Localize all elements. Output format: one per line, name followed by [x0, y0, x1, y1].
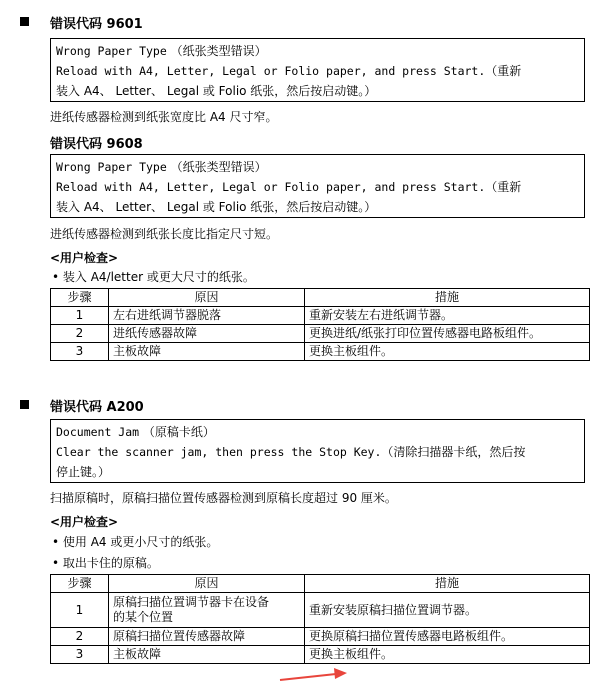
cell-action: 更换主板组件。: [305, 646, 590, 664]
error-code-heading-9608: 错误代码 9608: [50, 137, 143, 152]
cell-action: 更换原稿扫描位置传感器电路板组件。: [305, 628, 590, 646]
cell-step: 1: [51, 593, 109, 628]
header-cause: 原因: [109, 289, 305, 307]
cell-cause: 原稿扫描位置传感器故障: [109, 628, 305, 646]
message-line-1: Wrong Paper Type （纸张类型错误）: [56, 160, 267, 174]
message-line-3: 装入 A4、 Letter、 Legal 或 Folio 纸张，然后按启动键。）: [56, 200, 377, 214]
section-bullet: [20, 17, 29, 26]
message-line-3: 装入 A4、 Letter、 Legal 或 Folio 纸张，然后按启动键。）: [56, 84, 377, 98]
error-code-heading-A200: 错误代码 A200: [50, 400, 144, 415]
message-line-2: Reload with A4, Letter, Legal or Folio paper, and press Start.（重新: [56, 180, 522, 194]
cell-action: 更换进纸/纸张打印位置传感器电路板组件。: [305, 325, 590, 343]
red-arrow-icon: [278, 664, 348, 684]
message-line-1: Wrong Paper Type （纸张类型错误）: [56, 44, 267, 58]
message-box-9608: [50, 154, 585, 218]
header-step: 步骤: [51, 575, 109, 593]
cell-step: 2: [51, 628, 109, 646]
user-check-heading: <用户检查>: [50, 251, 119, 265]
table-row: [51, 628, 590, 646]
cause-table-9608: [50, 288, 590, 361]
user-check-heading: <用户检查>: [50, 515, 119, 529]
message-line-2: Reload with A4, Letter, Legal or Folio paper, and press Start.（重新: [56, 64, 522, 78]
section-bullet: [20, 400, 29, 409]
description-9608: 进纸传感器检测到纸张长度比指定尺寸短。: [50, 227, 279, 241]
header-step: 步骤: [51, 289, 109, 307]
table-row: [51, 343, 590, 361]
table-row: [51, 307, 590, 325]
cell-action: 重新安装左右进纸调节器。: [305, 307, 590, 325]
table-row: [51, 593, 590, 628]
message-line-3: 停止键。）: [56, 465, 111, 479]
cell-action: 重新安装原稿扫描位置调节器。: [305, 593, 590, 628]
cell-step: 3: [51, 646, 109, 664]
cell-cause: 主板故障: [109, 343, 305, 361]
description-9601: 进纸传感器检测到纸张宽度比 A4 尺寸窄。: [50, 110, 278, 124]
table-header-row: [51, 289, 590, 307]
table-header-row: [51, 575, 590, 593]
header-action: 措施: [305, 289, 590, 307]
header-action: 措施: [305, 575, 590, 593]
cell-cause: 主板故障: [109, 646, 305, 664]
cell-step: 2: [51, 325, 109, 343]
header-cause: 原因: [109, 575, 305, 593]
cell-step: 1: [51, 307, 109, 325]
cell-action: 更换主板组件。: [305, 343, 590, 361]
error-code-heading-9601: 错误代码 9601: [50, 17, 143, 32]
check-item: • 使用 A4 或更小尺寸的纸张。: [52, 535, 219, 549]
cell-step: 3: [51, 343, 109, 361]
message-box-9601: [50, 38, 585, 102]
cause-line-2: 的某个位置: [113, 610, 174, 624]
table-row: [51, 325, 590, 343]
check-item: • 取出卡住的原稿。: [52, 556, 159, 570]
message-line-2: Clear the scanner jam, then press the Stop Key.（清除扫描器卡纸，然后按: [56, 445, 526, 459]
table-row: [51, 646, 590, 664]
cause-line-1: 原稿扫描位置调节器卡在设备: [113, 595, 270, 609]
cell-cause: [109, 593, 305, 628]
message-box-A200: [50, 419, 585, 483]
message-line-1: Document Jam （原稿卡纸）: [56, 425, 215, 439]
description-A200: 扫描原稿时，原稿扫描位置传感器检测到原稿长度超过 90 厘米。: [50, 491, 397, 505]
cause-table-A200: [50, 574, 590, 664]
check-item: • 装入 A4/letter 或更大尺寸的纸张。: [52, 270, 255, 284]
cell-cause: 左右进纸调节器脱落: [109, 307, 305, 325]
cell-cause: 进纸传感器故障: [109, 325, 305, 343]
